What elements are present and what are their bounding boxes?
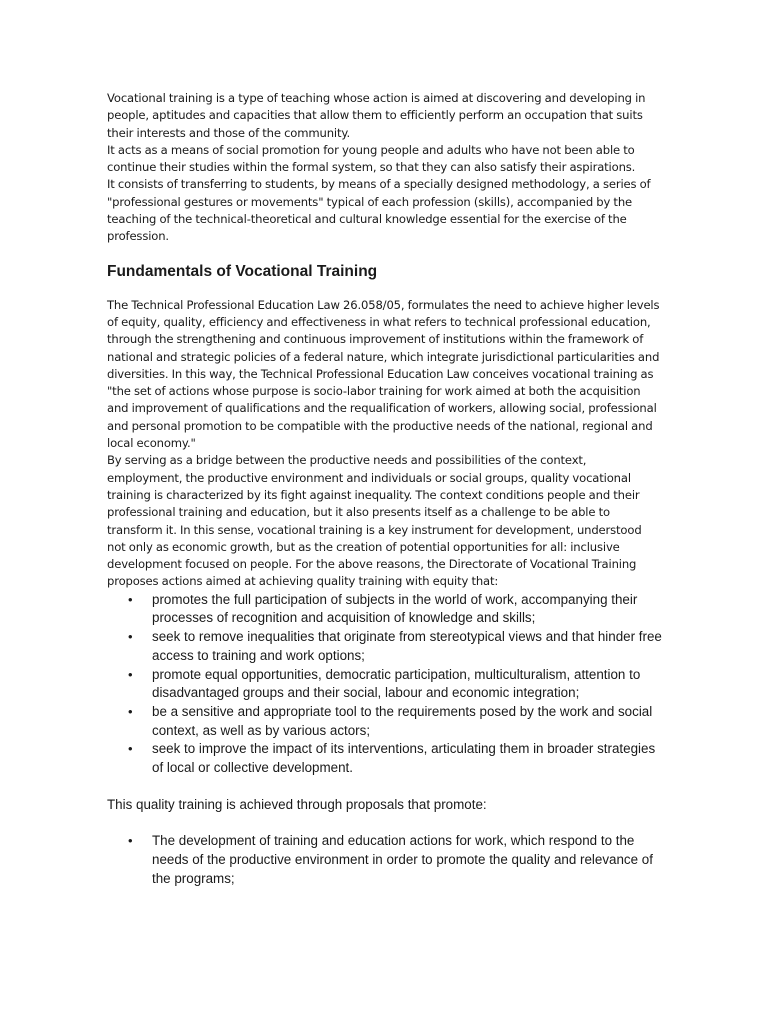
list-item-text: seek to remove inequalities that originate from stereotypical views and that hinder free access to training and work options; — [152, 629, 662, 663]
bullet-icon: • — [128, 629, 133, 645]
bullet-icon: • — [128, 666, 133, 682]
section-paragraph-3: This quality training is achieved through proposals that promote: — [107, 796, 487, 812]
intro-paragraph-2: It acts as a means of social promotion for young people and adults who have not been able to continue their studies within the formal system, so that they can also satisfy their aspirations. — [107, 142, 636, 175]
section-paragraph-1: The Technical Professional Education Law 26.058/05, formulates the need to achieve higher levels of equity, quality, efficiency and effectiveness in what refers to technical professional education, through the strengthening and continuous improvement of institutions within the framework of national and strategic policies of a federal nature, which integrate jurisdictional particularities and diversities. In this way, the Technical Professional Education Law conceives vocational training as "the set of actions whose purpose is socio-labor training for work aimed at both the acquisition and improvement of qualifications and the requalification of workers, allowing social, professional and personal promotion to be compatible with the productive needs of the national, regional and local economy." — [107, 297, 660, 451]
list-item-text: The development of training and education actions for work, which respond to the needs of the productive environment in order to promote the quality and relevance of the programs; — [152, 833, 653, 886]
list-item — [107, 628, 663, 665]
bullet-icon: • — [128, 591, 133, 607]
section-paragraph-2: By serving as a bridge between the productive needs and possibilities of the context, employment, the productive environment and individuals or social groups, quality vocational training is characterized by its fight against inequality. The context conditions people and their professional training and education, but it also presents itself as a challenge to be able to transform it. In this sense, vocational training is a key instrument for development, understood not only as economic growth, but as the creation of potential opportunities for all: inclusive development focused on people. For the above reasons, the Directorate of Vocational Training proposes actions aimed at achieving quality training with equity that: — [107, 453, 642, 589]
list-item-text: be a sensitive and appropriate tool to the requirements posed by the work and social context, as well as by various actors; — [152, 703, 653, 738]
list-item — [107, 703, 663, 740]
list-item-text: seek to improve the impact of its interventions, articulating them in broader strategies of local or collective development. — [152, 741, 656, 776]
document-page — [107, 90, 663, 889]
intro-paragraph-1: Vocational training is a type of teaching whose action is aimed at discovering and developing in people, aptitudes and capacities that allow them to efficiently perform an occupation that suits their interests and those of the community. — [107, 91, 646, 140]
section-heading: Fundamentals of Vocational Training — [107, 262, 378, 280]
list-item — [107, 832, 663, 888]
bullet-icon: • — [128, 741, 133, 757]
bullet-list-2 — [107, 832, 663, 888]
list-item-text: promote equal opportunities, democratic participation, multiculturalism, attention to disadvantaged groups and their social, labour and economic integration; — [152, 666, 641, 701]
list-item — [107, 666, 663, 703]
bullet-list-1 — [107, 591, 663, 778]
bullet-icon: • — [128, 833, 133, 849]
list-item — [107, 740, 663, 777]
list-item-text: promotes the full participation of subjects in the world of work, accompanying their processes of recognition and acquisition of knowledge and skills; — [152, 591, 638, 626]
bullet-icon: • — [128, 703, 133, 719]
intro-paragraph-3: It consists of transferring to students, by means of a specially designed methodology, a series of "professional gestures or movements" typical of each profession (skills), accompanied by the teaching of the technical-theoretical and cultural knowledge essential for the exercise of the profession. — [107, 177, 651, 244]
list-item — [107, 591, 663, 628]
